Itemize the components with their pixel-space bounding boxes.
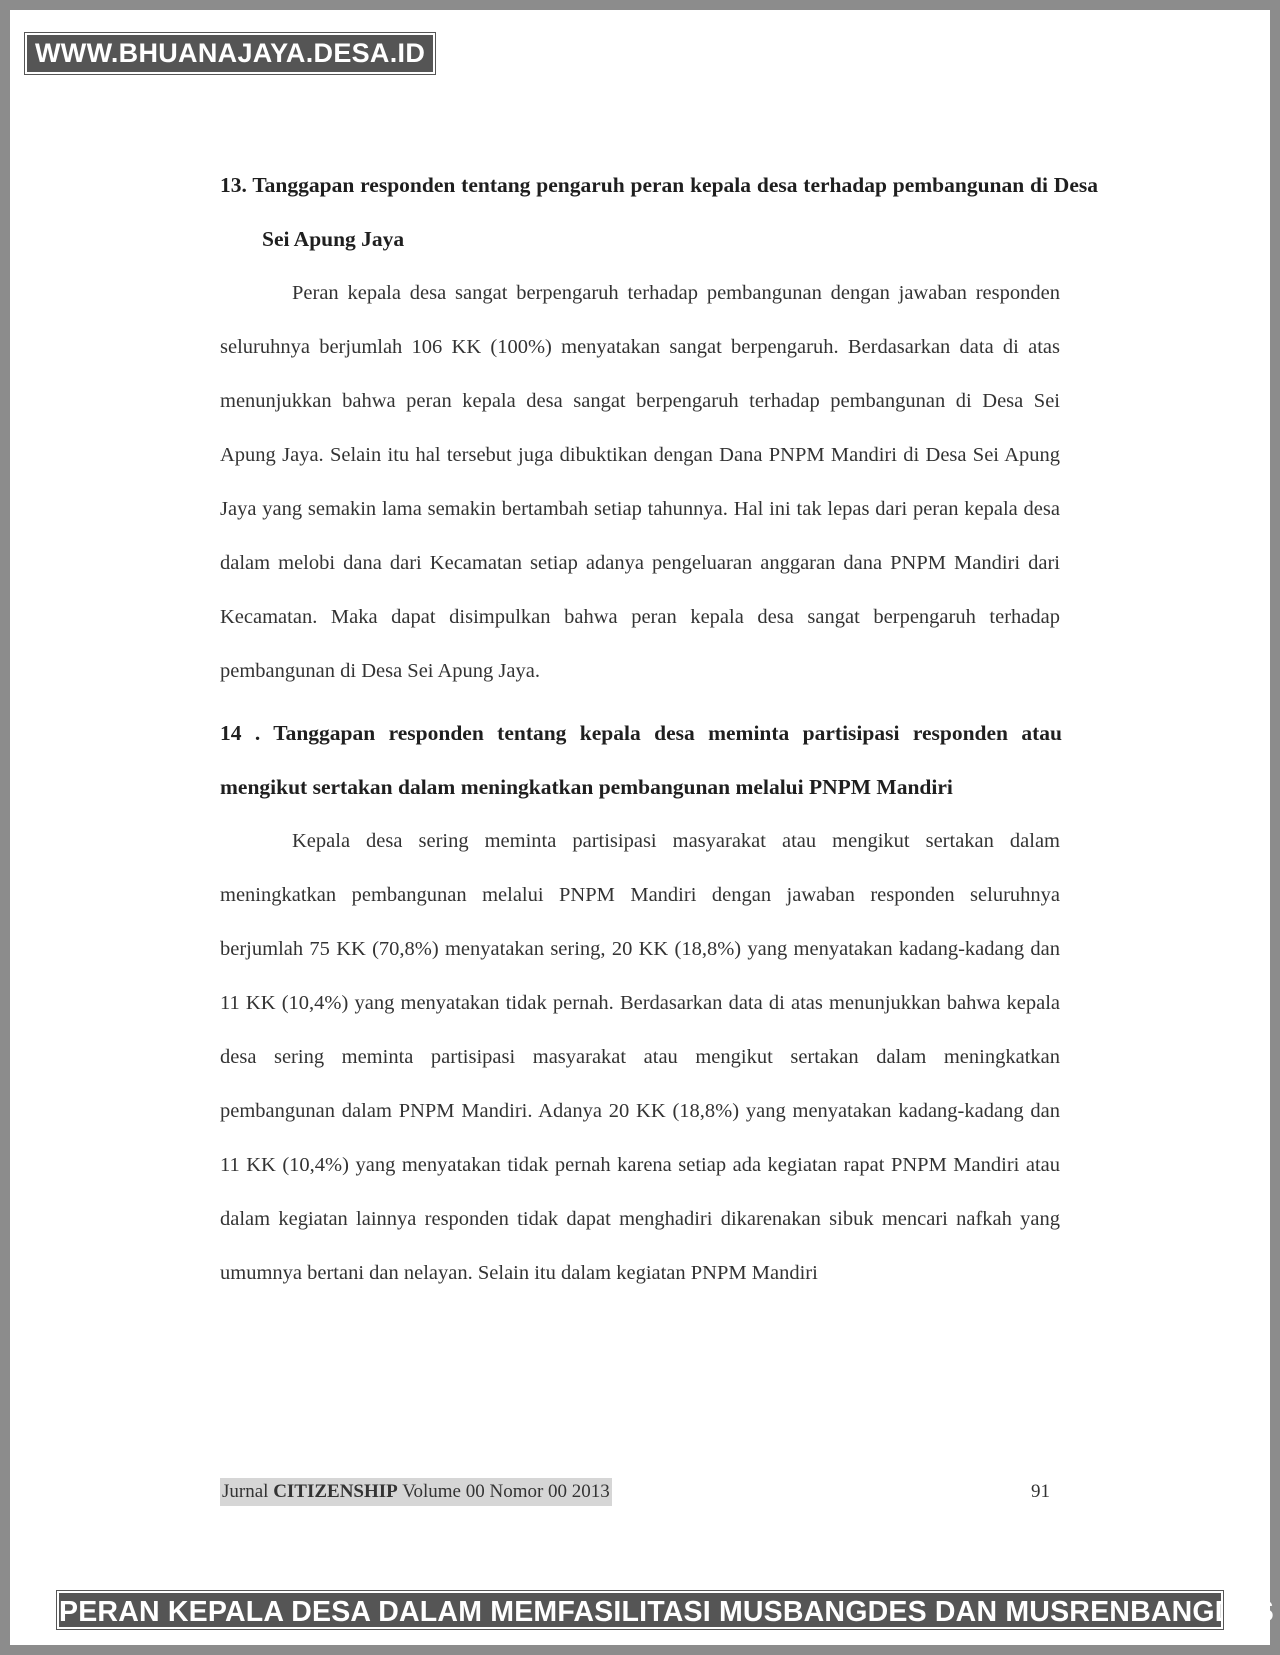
- section-14-paragraph: Kepala desa sering meminta partisipasi masyarakat atau mengikut sertakan dalam meningkatkan pembangunan melalui PNPM Mandiri dengan jawaban responden seluruhnya berjumlah 75 KK (70,8%) menyatakan sering, 20 KK (18,8%) yang menyatakan kadang-kadang dan 11 KK (10,4%) yang menyatakan tidak pernah. Berdasarkan data di atas menunjukkan bahwa kepala desa sering meminta partisipasi masyarakat atau mengikut sertakan dalam meningkatkan pembangunan dalam PNPM Mandiri. Adanya 20 KK (18,8%) yang menyatakan kadang-kadang dan 11 KK (10,4%) yang menyatakan tidak pernah karena setiap ada kegiatan rapat PNPM Mandiri atau dalam kegiatan lainnya responden tidak dapat menghadiri dikarenakan sibuk mencari nafkah yang umumnya bertani dan nelayan. Selain itu dalam kegiatan PNPM Mandiri: [220, 830, 1060, 1284]
- title-caption: PERAN KEPALA DESA DALAM MEMFASILITASI MUSBANGDES DAN MUSRENBANGDES: [57, 1591, 1223, 1629]
- page-number: 91: [1031, 1481, 1050, 1502]
- page-footer: [220, 1478, 1050, 1508]
- section-14-heading: 14 . Tanggapan responden tentang kepala desa meminta partisipasi responden atau mengikut sertakan dalam meningkatkan pembangunan melalui PNPM Mandiri: [220, 721, 1062, 799]
- journal-volume: Volume 00 Nomor 00 2013: [402, 1481, 610, 1502]
- journal-citation: [220, 1478, 612, 1506]
- journal-name: CITIZENSHIP: [273, 1481, 398, 1502]
- document-page: [220, 158, 1098, 1300]
- site-watermark: WWW.BHUANAJAYA.DESA.ID: [25, 33, 435, 74]
- section-13-paragraph: Peran kepala desa sangat berpengaruh terhadap pembangunan dengan jawaban responden seluruhnya berjumlah 106 KK (100%) menyatakan sangat berpengaruh. Berdasarkan data di atas menunjukkan bahwa peran kepala desa sangat berpengaruh terhadap pembangunan di Desa Sei Apung Jaya. Selain itu hal tersebut juga dibuktikan dengan Dana PNPM Mandiri di Desa Sei Apung Jaya yang semakin lama semakin bertambah setiap tahunnya. Hal ini tak lepas dari peran kepala desa dalam melobi dana dari Kecamatan setiap adanya pengeluaran anggaran dana PNPM Mandiri dari Kecamatan. Maka dapat disimpulkan bahwa peran kepala desa sangat berpengaruh terhadap pembangunan di Desa Sei Apung Jaya.: [220, 282, 1060, 682]
- section-13-heading: 13. Tanggapan responden tentang pengaruh peran kepala desa terhadap pembangunan di Desa Sei Apung Jaya: [220, 173, 1098, 251]
- journal-prefix: Jurnal: [222, 1481, 269, 1502]
